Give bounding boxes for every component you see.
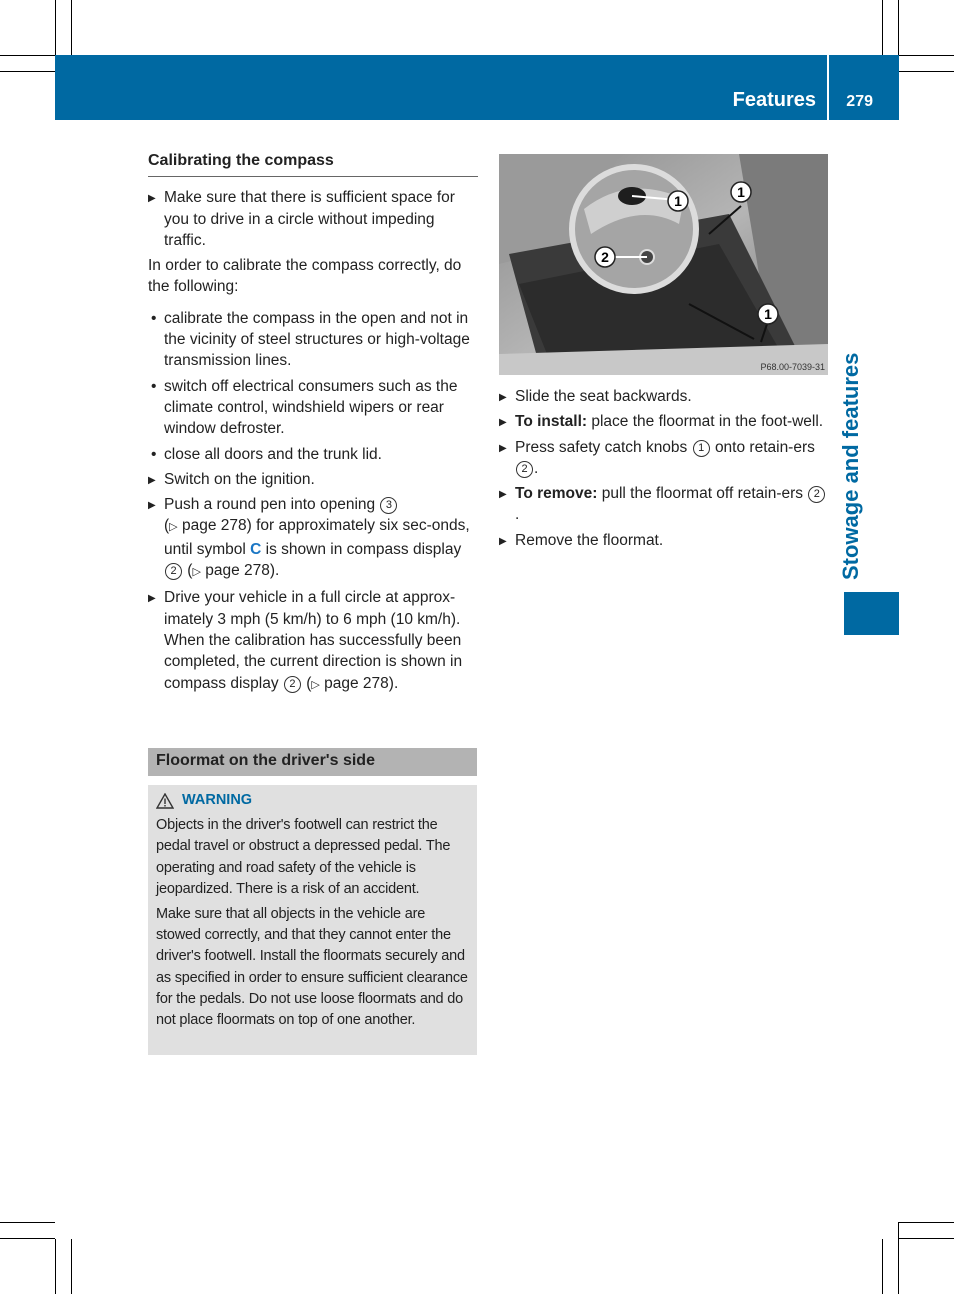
crop-mark	[71, 1239, 72, 1294]
crop-mark	[898, 1222, 899, 1294]
figure-callout-1: 1	[674, 193, 682, 209]
step-remove: ▶ To remove: pull the floormat off retain-ers 2.	[499, 483, 829, 526]
crop-mark	[0, 71, 55, 72]
warning-paragraph-1: Objects in the driver's footwell can restrict the pedal travel or obstruct a depressed pedal. The operating and road safety of the vehicle is jeopardized. There is a risk of an accident.	[156, 817, 451, 897]
bullet-consumers: • switch off electrical consumers such as the climate control, windshield wipers or rear window defroster.	[148, 376, 478, 440]
callout-3: 3	[380, 497, 397, 514]
callout-2: 2	[808, 486, 825, 503]
intro-text: In order to calibrate the compass correctly, do the following:	[148, 257, 462, 296]
callout-2: 2	[165, 563, 182, 580]
left-column	[148, 150, 478, 696]
page-header	[55, 55, 899, 120]
crop-mark	[882, 0, 883, 55]
step-install: ▶ To install: place the floormat in the foot-well.	[499, 411, 829, 432]
page-ref-arrow-icon: ▷	[192, 566, 201, 579]
floormat-figure	[499, 154, 828, 375]
crop-mark	[0, 1222, 55, 1223]
side-tab-marker	[844, 592, 899, 635]
callout-2: 2	[284, 676, 301, 693]
bullet-doors: • close all doors and the trunk lid.	[148, 444, 478, 465]
figure-callout-1: 1	[737, 184, 745, 200]
callout-2: 2	[516, 461, 533, 478]
crop-mark	[55, 0, 56, 55]
crop-mark	[882, 1239, 883, 1294]
compass-symbol: C	[250, 540, 262, 558]
crop-mark	[0, 1238, 55, 1239]
header-divider	[827, 55, 829, 120]
crop-mark	[899, 71, 954, 72]
right-column	[499, 386, 829, 551]
step-space: ▶ Make sure that there is sufficient space for you to drive in a circle without impeding traffic.	[148, 187, 478, 251]
crop-mark	[55, 1239, 56, 1294]
figure-callout-1: 1	[764, 306, 772, 322]
figure-callout-2: 2	[601, 249, 609, 265]
crop-mark	[899, 1238, 954, 1239]
warning-header	[156, 790, 472, 811]
floormat-heading: Floormat on the driver's side	[156, 752, 375, 769]
step-press-knobs: ▶ Press safety catch knobs 1 onto retain-ers 2 .	[499, 437, 829, 480]
page-number: 279	[846, 93, 873, 110]
floormat-illustration	[499, 154, 828, 375]
warning-box	[148, 785, 477, 1055]
figure-code: P68.00-7039-31	[760, 362, 825, 372]
crop-mark	[0, 55, 55, 56]
side-tab-title: Stowage and features	[838, 352, 863, 580]
warning-triangle-icon	[156, 793, 174, 809]
crop-mark	[899, 55, 954, 56]
step-slide-seat: ▶ Slide the seat backwards.	[499, 386, 829, 407]
page-ref-arrow-icon: ▷	[311, 678, 320, 691]
floormat-heading-bar	[148, 748, 477, 776]
page-ref-arrow-icon: ▷	[169, 521, 178, 534]
warning-paragraph-2: Make sure that all objects in the vehicle are stowed correctly, and that they cannot enter the driver's footwell. Install the floormats securely and as specified in order to ensure sufficient clearance for the pedals. Do not use loose floormats and do not place floormats on top of one another.	[156, 906, 468, 1029]
section-title: Features	[732, 89, 816, 111]
step-round-pen: ▶ Push a round pen into opening 3 (▷ page 278) for approximately six sec-onds, until symbol C is shown in compass display 2 (▷ page 278).	[148, 494, 478, 583]
step-remove-floormat: ▶ Remove the floormat.	[499, 530, 829, 551]
compass-heading: Calibrating the compass	[148, 150, 478, 177]
warning-label: WARNING	[182, 792, 253, 808]
crop-mark	[899, 1222, 954, 1223]
crop-mark	[71, 0, 72, 55]
step-ignition: ▶ Switch on the ignition.	[148, 469, 478, 490]
crop-mark	[898, 0, 899, 55]
bullet-open-area: • calibrate the compass in the open and not in the vicinity of steel structures or high-voltage transmission lines.	[148, 308, 478, 372]
callout-1: 1	[693, 440, 710, 457]
step-drive-circle: ▶ Drive your vehicle in a full circle at approx-imately 3 mph (5 km/h) to 6 mph (10 km/h). When the calibration has successfully been completed, the current direction is shown in compass display 2 (▷ page 278).	[148, 587, 478, 695]
